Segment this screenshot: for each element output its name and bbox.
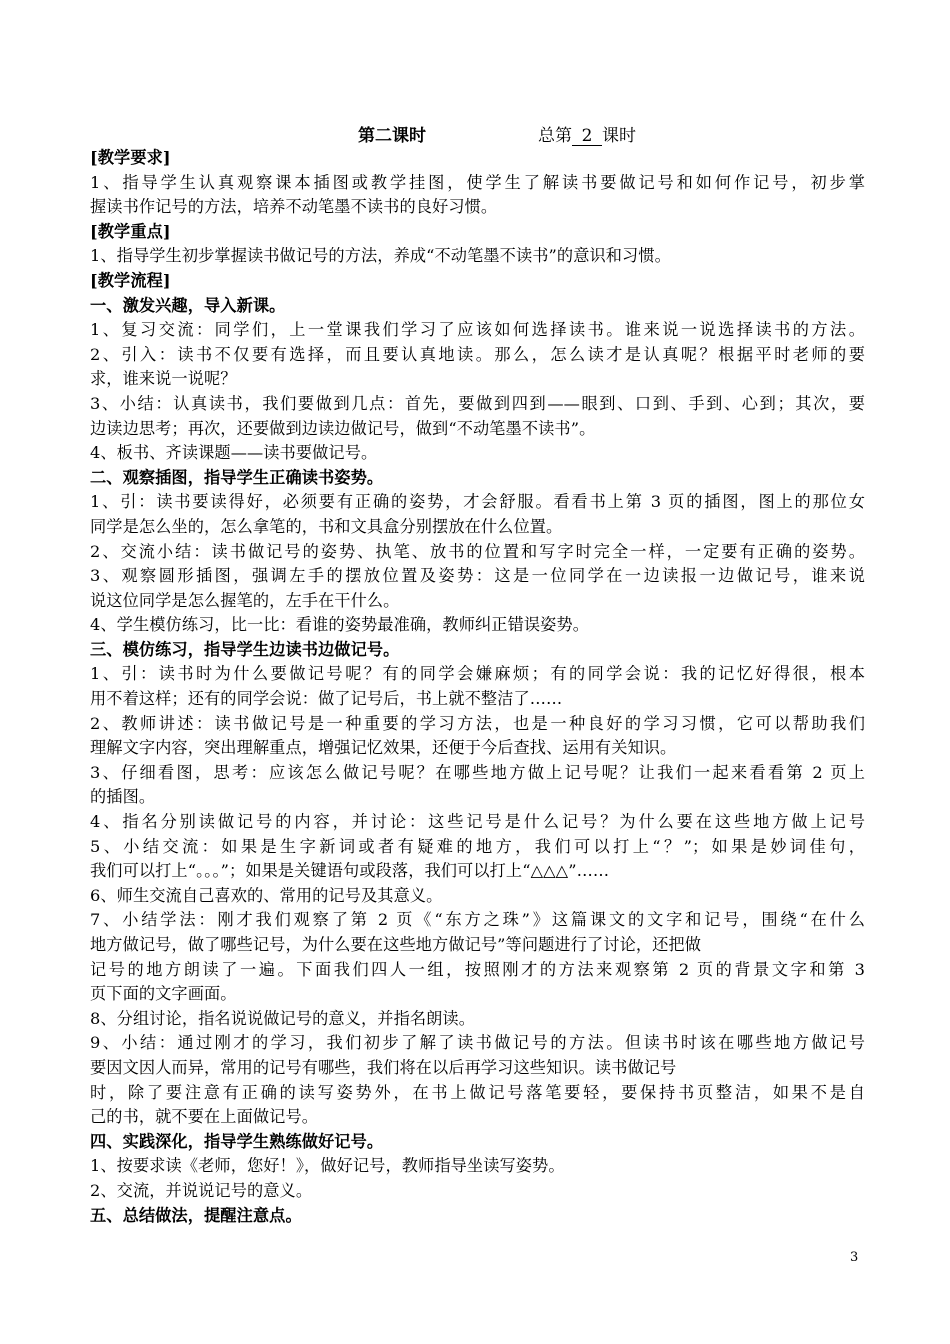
text-line: 1、引：读书时为什么要做记号呢？有的同学会嫌麻烦；有的同学会说：我的记忆好得很，根本 bbox=[90, 664, 865, 684]
lesson-count bbox=[538, 121, 636, 146]
text-line: 3、小结：认真读书，我们要做到几点：首先，要做到四到——眼到、口到、手到、心到；其次，要 bbox=[90, 393, 865, 413]
text-line: 9、小结：通过刚才的学习，我们初步了解了读书做记号的方法。但读书时该在哪些地方做记号 bbox=[90, 1033, 865, 1053]
lesson-body bbox=[90, 146, 865, 1228]
text-line: 页下面的文字画面。 bbox=[90, 984, 237, 1004]
text-line: 1、指导学生认真观察课本插图或教学挂图，使学生了解读书要做记号和如何作记号，初步掌 bbox=[90, 172, 865, 192]
text-line: 同学是怎么坐的，怎么拿笔的，书和文具盒分别摆放在什么位置。 bbox=[90, 516, 563, 536]
page-number: 3 bbox=[850, 1250, 859, 1265]
lesson-count-number: 2 bbox=[572, 127, 602, 146]
text-line: 握读书作记号的方法，培养不动笔墨不读书的良好习惯。 bbox=[90, 197, 498, 217]
text-line: 4、学生模仿练习，比一比：看谁的姿势最准确，教师纠正错误姿势。 bbox=[90, 615, 590, 635]
text-line: 理解文字内容，突出理解重点，增强记忆效果，还便于今后查找、运用有关知识。 bbox=[90, 738, 677, 758]
text-line: 2、引入：读书不仅要有选择，而且要认真地读。那么，怎么读才是认真呢？根据平时老师的要 bbox=[90, 344, 865, 364]
text-line: 5、小结交流：如果是生字新词或者有疑难的地方，我们可以打上“？”；如果是妙词佳句， bbox=[90, 836, 865, 856]
section-heading: [教学要求] bbox=[90, 148, 171, 167]
text-line: 己的书，就不要在上面做记号。 bbox=[90, 1107, 319, 1127]
lesson-title-row bbox=[90, 118, 865, 146]
text-line: 地方做记号，做了哪些记号，为什么要在这些地方做记号”等问题进行了讨论，还把做 bbox=[90, 935, 702, 954]
lesson-title: 第二课时 bbox=[358, 126, 426, 146]
text-line: 7、小结学法：刚才我们观察了第 2 页《“东方之珠”》这篇课文的文字和记号，围绕“在什么 bbox=[90, 910, 865, 930]
text-line: 时，除了要注意有正确的读写姿势外，在书上做记号落笔要轻，要保持书页整洁，如果不是自 bbox=[90, 1082, 865, 1102]
text-line: 边读边思考；再次，还要做到边读边做记号，做到“不动笔墨不读书”。 bbox=[90, 418, 596, 438]
text-line: 用不着这样；还有的同学会说：做了记号后，书上就不整洁了…… bbox=[90, 689, 563, 709]
text-line: 求，谁来说一说呢？ bbox=[90, 369, 237, 389]
section-heading: [教学重点] bbox=[90, 221, 171, 241]
section-heading: [教学流程] bbox=[90, 270, 171, 290]
text-line: 记号的地方朗读了一遍。下面我们四人一组，按照刚才的方法来观察第 2 页的背景文字和第 3 bbox=[90, 959, 865, 979]
text-line: 我们可以打上“。。。”；如果是关键语句或段落，我们可以打上“△△△”…… bbox=[90, 861, 610, 881]
section-heading: 一、激发兴趣，导入新课。 bbox=[90, 295, 286, 315]
text-line: 1、复习交流：同学们，上一堂课我们学习了应该如何选择读书。谁来说一说选择读书的方法。 bbox=[90, 320, 865, 340]
text-line: 4、板书、齐读课题——读书要做记号。 bbox=[90, 443, 378, 463]
text-line: 说这位同学是怎么握笔的，左手在干什么。 bbox=[90, 590, 400, 610]
text-line: 的插图。 bbox=[90, 787, 156, 807]
text-line: 1、指导学生初步掌握读书做记号的方法，养成“不动笔墨不读书”的意识和习惯。 bbox=[90, 246, 671, 266]
text-line: 1、引：读书要读得好，必须要有正确的姿势，才会舒服。看看书上第 3 页的插图，图上的那位女 bbox=[90, 492, 865, 512]
text-line: 2、教师讲述：读书做记号是一种重要的学习方法，也是一种良好的学习习惯，它可以帮助我们 bbox=[90, 713, 865, 733]
text-line: 要因文因人而异，常用的记号有哪些，我们将在以后再学习这些知识。读书做记号 bbox=[90, 1057, 677, 1077]
lesson-count-suffix: 课时 bbox=[602, 126, 636, 146]
text-line: 2、交流，并说说记号的意义。 bbox=[90, 1180, 313, 1200]
text-line: 1、按要求读《老师，您好！》，做好记号，教师指导坐读写姿势。 bbox=[90, 1156, 565, 1176]
lesson-count-prefix: 总第 bbox=[538, 126, 572, 146]
text-line: 3、仔细看图，思考：应该怎么做记号呢？在哪些地方做上记号呢？让我们一起来看看第 2 页上 bbox=[90, 762, 865, 782]
text-line: 2、交流小结：读书做记号的姿势、执笔、放书的位置和写字时完全一样，一定要有正确的姿势。 bbox=[90, 541, 865, 561]
text-line: 4、指名分别读做记号的内容，并讨论：这些记号是什么记号？为什么要在这些地方做上记号 bbox=[90, 812, 865, 832]
text-line: 8、分组讨论，指名说说做记号的意义，并指名朗读。 bbox=[90, 1008, 476, 1028]
text-line: 6、师生交流自己喜欢的、常用的记号及其意义。 bbox=[90, 885, 443, 905]
section-heading: 三、模仿练习，指导学生边读书边做记号。 bbox=[90, 639, 400, 659]
section-heading: 五、总结做法，提醒注意点。 bbox=[90, 1205, 302, 1225]
section-heading: 二、观察插图，指导学生正确读书姿势。 bbox=[90, 467, 384, 487]
text-line: 3、观察圆形插图，强调左手的摆放位置及姿势：这是一位同学在一边读报一边做记号，谁来说 bbox=[90, 566, 865, 586]
section-heading: 四、实践深化，指导学生熟练做好记号。 bbox=[90, 1131, 384, 1151]
